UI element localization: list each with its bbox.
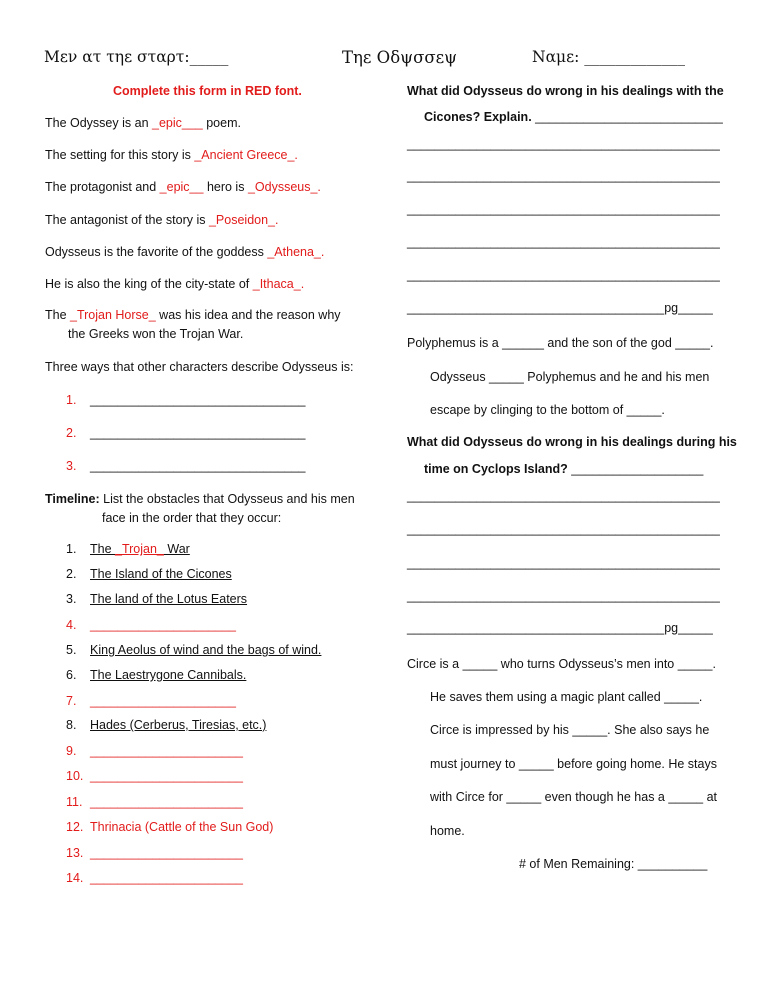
timeline-item (66, 694, 236, 708)
answer-line[interactable]: _____________________________________________ (407, 522, 720, 536)
answer-line[interactable]: _____________________________________________ (407, 268, 720, 282)
timeline-heading (45, 492, 355, 506)
fact-line (45, 308, 341, 322)
polyphemus-line: Odysseus _____ Polyphemus and he and his men (430, 370, 710, 384)
answer-line[interactable]: _____________________________________________ (407, 202, 720, 216)
item-number: 2. (66, 567, 77, 581)
item-number: 1. (66, 393, 77, 407)
timeline-text: King Aeolus of wind and the bags of wind. (90, 643, 322, 657)
item-number: 4. (66, 618, 77, 632)
answer-blank[interactable]: ___________________ (567, 462, 704, 476)
timeline-answer[interactable]: ______________________ (90, 795, 243, 809)
question-cicones-line1: What did Odysseus do wrong in his dealings with the (407, 84, 724, 98)
answer-text[interactable]: _epic__ (159, 180, 204, 194)
circe-line: He saves them using a magic plant called _____. (430, 690, 703, 704)
fact-line (45, 148, 298, 162)
question-cicones-text: Cicones? Explain. (424, 110, 532, 124)
timeline-answer[interactable]: ______________________ (90, 846, 243, 860)
prompt-text: was his idea and the reason why (155, 308, 341, 322)
polyphemus-line: escape by clinging to the bottom of _____. (430, 403, 665, 417)
men-remaining[interactable]: # of Men Remaining: __________ (519, 857, 708, 871)
prompt-text: the Greeks won the Trojan War. (68, 327, 244, 341)
answer-line[interactable]: _____________________________________________ (407, 235, 720, 249)
answer-text[interactable]: _Ithaca_. (252, 277, 305, 291)
answer-line[interactable]: _____________________________________________ (407, 137, 720, 151)
polyphemus-line: Polyphemus is a ______ and the son of the god _____. (407, 336, 714, 350)
answer-text[interactable]: _Odysseus_. (247, 180, 321, 194)
fact-line (45, 116, 241, 130)
item-number: 11. (66, 795, 83, 809)
timeline-answer[interactable]: _____________________ (90, 618, 236, 632)
item-number: 1. (66, 542, 77, 556)
timeline-item (66, 820, 273, 834)
answer-text[interactable]: _epic___ (152, 116, 203, 130)
timeline-answer[interactable]: _Trojan_ (115, 542, 164, 556)
answer-line[interactable]: _____________________________________________ (407, 556, 720, 570)
timeline-item (66, 795, 243, 809)
timeline-answer[interactable]: Thrinacia (Cattle of the Sun God) (90, 820, 274, 834)
timeline-item (66, 618, 236, 632)
prompt-text: The Odyssey is an (45, 116, 152, 130)
timeline-item (66, 769, 243, 783)
instruction: Complete this form in RED font. (113, 84, 302, 98)
prompt-text: Odysseus is the favorite of the goddess (45, 245, 268, 259)
item-number: 3. (66, 592, 77, 606)
fact-line (45, 213, 279, 227)
prompt-text: The setting for this story is (45, 148, 195, 162)
three-ways-prompt: Three ways that other characters describe Odysseus is: (45, 360, 354, 374)
fact-line (68, 327, 243, 341)
three-ways-item[interactable] (66, 393, 306, 407)
fact-line (45, 180, 321, 194)
question-cicones-line2 (424, 110, 723, 124)
timeline-item (66, 668, 246, 682)
answer-line[interactable]: _____________________________________________ (407, 169, 720, 183)
answer-line[interactable]: _____________________________________________ (407, 489, 720, 503)
timeline-item (66, 542, 190, 556)
question-cyclops-line1: What did Odysseus do wrong in his dealings during his (407, 435, 737, 449)
item-number: 10. (66, 769, 84, 783)
item-number: 3. (66, 459, 77, 473)
prompt-text: The antagonist of the story is (45, 213, 209, 227)
timeline-text: The Laestrygone Cannibals. (90, 668, 247, 682)
timeline-item (66, 871, 243, 885)
item-number: 8. (66, 718, 77, 732)
timeline-text: Hades (Cerberus, Tiresias, etc.) (90, 718, 267, 732)
answer-text[interactable]: _Poseidon_. (208, 213, 279, 227)
timeline-item (66, 846, 243, 860)
question-cyclops-text: time on Cyclops Island? (424, 462, 568, 476)
prompt-text: poem. (202, 116, 241, 130)
circe-line: home. (430, 824, 465, 838)
answer-line-page[interactable]: _____________________________________pg_____ (407, 301, 713, 315)
timeline-item (66, 643, 321, 657)
circe-line: Circe is impressed by his _____. She also says he (430, 723, 710, 737)
item-number: 13. (66, 846, 84, 860)
item-number: 9. (66, 744, 77, 758)
fact-line (45, 277, 304, 291)
timeline-label: Timeline: (45, 492, 100, 506)
circe-line: with Circe for _____ even though he has a _____ at (430, 790, 718, 804)
fact-line (45, 245, 324, 259)
timeline-answer[interactable]: _____________________ (90, 694, 236, 708)
item-number: 2. (66, 426, 77, 440)
prompt-text: The (45, 308, 71, 322)
timeline-item (66, 592, 247, 606)
timeline-text-2: face in the order that they occur: (102, 511, 282, 525)
item-number: 6. (66, 668, 77, 682)
timeline-text: The (90, 542, 116, 556)
answer-blank[interactable]: _______________________________ (90, 426, 306, 440)
answer-blank[interactable]: _______________________________ (90, 459, 306, 473)
item-number: 12. (66, 820, 84, 834)
timeline-text: The Island of the Cicones (90, 567, 232, 581)
item-number: 5. (66, 643, 77, 657)
item-number: 7. (66, 694, 77, 708)
worksheet-title: Τηε Οδψσσεψ (342, 48, 458, 67)
circe-line: must journey to _____ before going home. He stays (430, 757, 717, 771)
timeline-item (66, 718, 266, 732)
prompt-text: hero is (203, 180, 248, 194)
answer-line[interactable]: _____________________________________________ (407, 589, 720, 603)
timeline-answer[interactable]: ______________________ (90, 871, 243, 885)
question-cyclops-line2 (424, 462, 703, 476)
answer-text[interactable]: _Ancient Greece_. (194, 148, 298, 162)
name-field-label: Ναμε: _____________ (532, 48, 686, 66)
answer-line-page[interactable]: _____________________________________pg_____ (407, 621, 713, 635)
timeline-text: The land of the Lotus Eaters (90, 592, 248, 606)
timeline-item (66, 744, 243, 758)
timeline-item (66, 567, 232, 581)
item-number: 14. (66, 871, 84, 885)
timeline-text: List the obstacles that Odysseus and his men (99, 492, 355, 506)
prompt-text: He is also the king of the city-state of (45, 277, 253, 291)
timeline-text: War (163, 542, 190, 556)
answer-blank[interactable]: ___________________________ (531, 110, 723, 124)
circe-line: Circe is a _____ who turns Odysseus’s men into _____. (407, 657, 716, 671)
three-ways-item[interactable] (66, 459, 306, 473)
prompt-text: The protagonist and (45, 180, 160, 194)
three-ways-item[interactable] (66, 426, 306, 440)
timeline-answer[interactable]: ______________________ (90, 744, 243, 758)
answer-text[interactable]: _Trojan Horse_ (70, 308, 156, 322)
timeline-answer[interactable]: ______________________ (90, 769, 243, 783)
header-start-label: Μεν ατ τηε σταρτ:_____ (44, 48, 229, 66)
answer-blank[interactable]: _______________________________ (90, 393, 306, 407)
answer-text[interactable]: _Athena_. (267, 245, 325, 259)
